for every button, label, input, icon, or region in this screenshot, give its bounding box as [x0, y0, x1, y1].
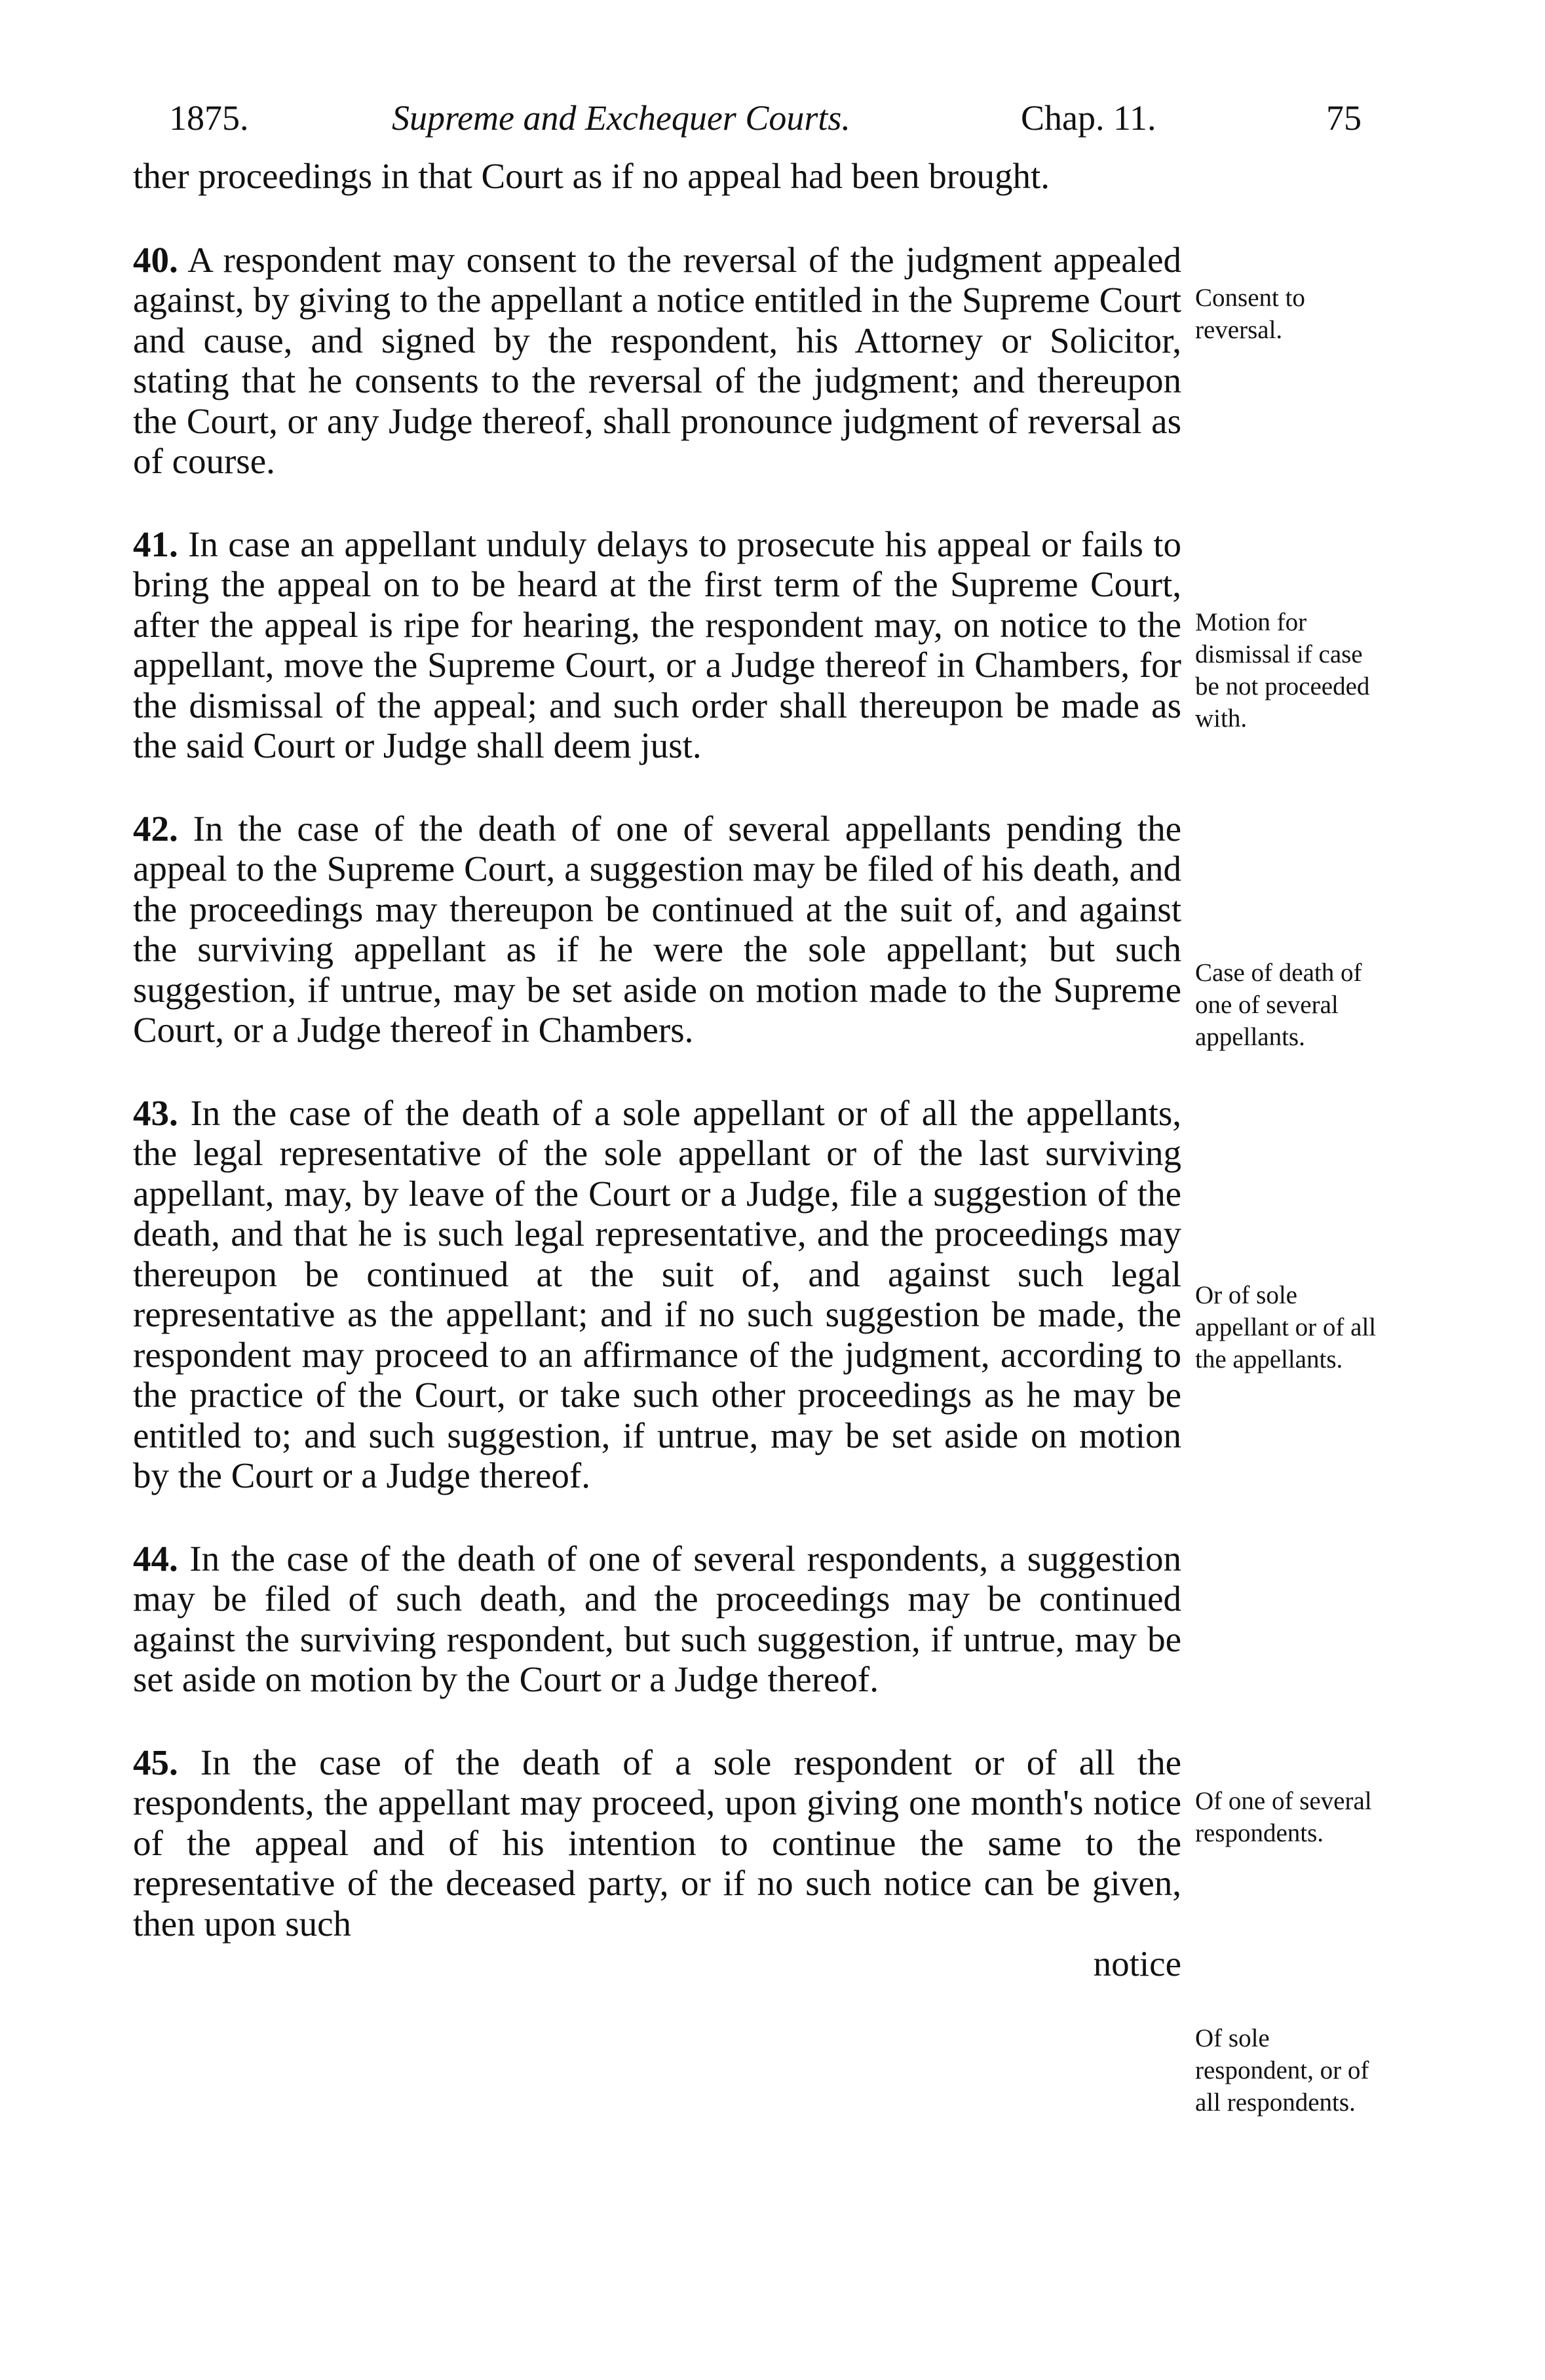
margin-note-41: Motion for dismissal if case be not proceeded with.	[1195, 608, 1370, 733]
section-text: In the case of the death of one of several appellants pending the appeal to the Supreme Court, a suggestion may be filed of his death, and the proceedings may thereupon be continued at the suit of, and against the surviving appellant as if he were the sole appellant; but such suggestion, if untrue, may be set aside on motion made to the Supreme Court, or a Judge thereof in Chambers.	[133, 808, 1181, 1050]
section-number: 41.	[133, 524, 178, 564]
continuation-paragraph: ther proceedings in that Court as if no appeal had been brought.	[133, 156, 1050, 196]
section-number: 44.	[133, 1538, 178, 1579]
section-44	[133, 1539, 1181, 1700]
margin-note-43: Or of sole appellant or of all the appellants.	[1195, 1281, 1377, 1373]
section-42	[133, 809, 1181, 1050]
margin-note-45: Of sole respondent, or of all respondents.	[1195, 2024, 1369, 2117]
section-number: 45.	[133, 1742, 178, 1782]
margin-note-44: Of one of several respondents.	[1195, 1787, 1372, 1847]
section-41	[133, 524, 1181, 766]
section-text: In the case of the death of one of several respondents, a suggestion may be filed of such death, and the proceedings may be continued against the surviving respondent, but such suggestion, if untrue, may be set aside on motion by the Court or a Judge thereof.	[133, 1538, 1182, 1699]
margin-note-40: Consent to reversal.	[1195, 284, 1305, 344]
page-number: 75	[1326, 98, 1362, 138]
running-header	[169, 92, 1362, 144]
header-chapter: Chap. 11.	[1021, 98, 1156, 138]
section-number: 40.	[133, 239, 178, 280]
section-43	[133, 1093, 1181, 1496]
margin-note-42: Case of death of one of several appellants.	[1195, 959, 1362, 1051]
section-45	[133, 1742, 1181, 1944]
section-number: 42.	[133, 808, 178, 849]
section-text: In case an appellant unduly delays to prosecute his appeal or fails to bring the appeal on to be heard at the first term of the Supreme Court, after the appeal is ripe for hearing, the respondent may, on notice to the appellant, move the Supreme Court, or a Judge thereof in Chambers, for the dismissal of the appeal; and such order shall thereupon be made as the said Court or Judge shall deem just.	[133, 524, 1181, 765]
section-40	[133, 240, 1181, 482]
section-number: 43.	[133, 1092, 178, 1133]
body-text	[133, 156, 1181, 1984]
section-text: In the case of the death of a sole appellant or of all the appellants, the legal representative of the sole appellant or of the last surviving appellant, may, by leave of the Court or a Judge, file a suggestion of the death, and that he is such legal representative, and the proceedings may thereupon be continued at the suit of, and against such legal representative as the appellant; and if no such suggestion be made, the respondent may proceed to an affirmance of the judgment, according to the practice of the Court, or take such other proceedings as he may be entitled to; and such suggestion, if untrue, may be set aside on motion by the Court or a Judge thereof.	[133, 1092, 1182, 1495]
header-title: Supreme and Exchequer Courts.	[392, 98, 850, 138]
section-text: A respondent may consent to the reversal of the judgment appealed against, by giving to the appellant a notice entitled in the Supreme Court and cause, and signed by the respondent, his Attorney or Solicitor, stating that he consents to the reversal of the judgment; and thereupon the Court, or any Judge thereof, shall pronounce judgment of reversal as of course.	[133, 239, 1181, 481]
catchword: notice	[1093, 1944, 1181, 1984]
section-text: In the case of the death of a sole respondent or of all the respondents, the appellant may proceed, upon giving one month's notice of the appeal and of his intention to continue the same to the representative of the deceased party, or if no such notice can be given, then upon such	[133, 1742, 1182, 1944]
header-year: 1875.	[169, 98, 249, 138]
